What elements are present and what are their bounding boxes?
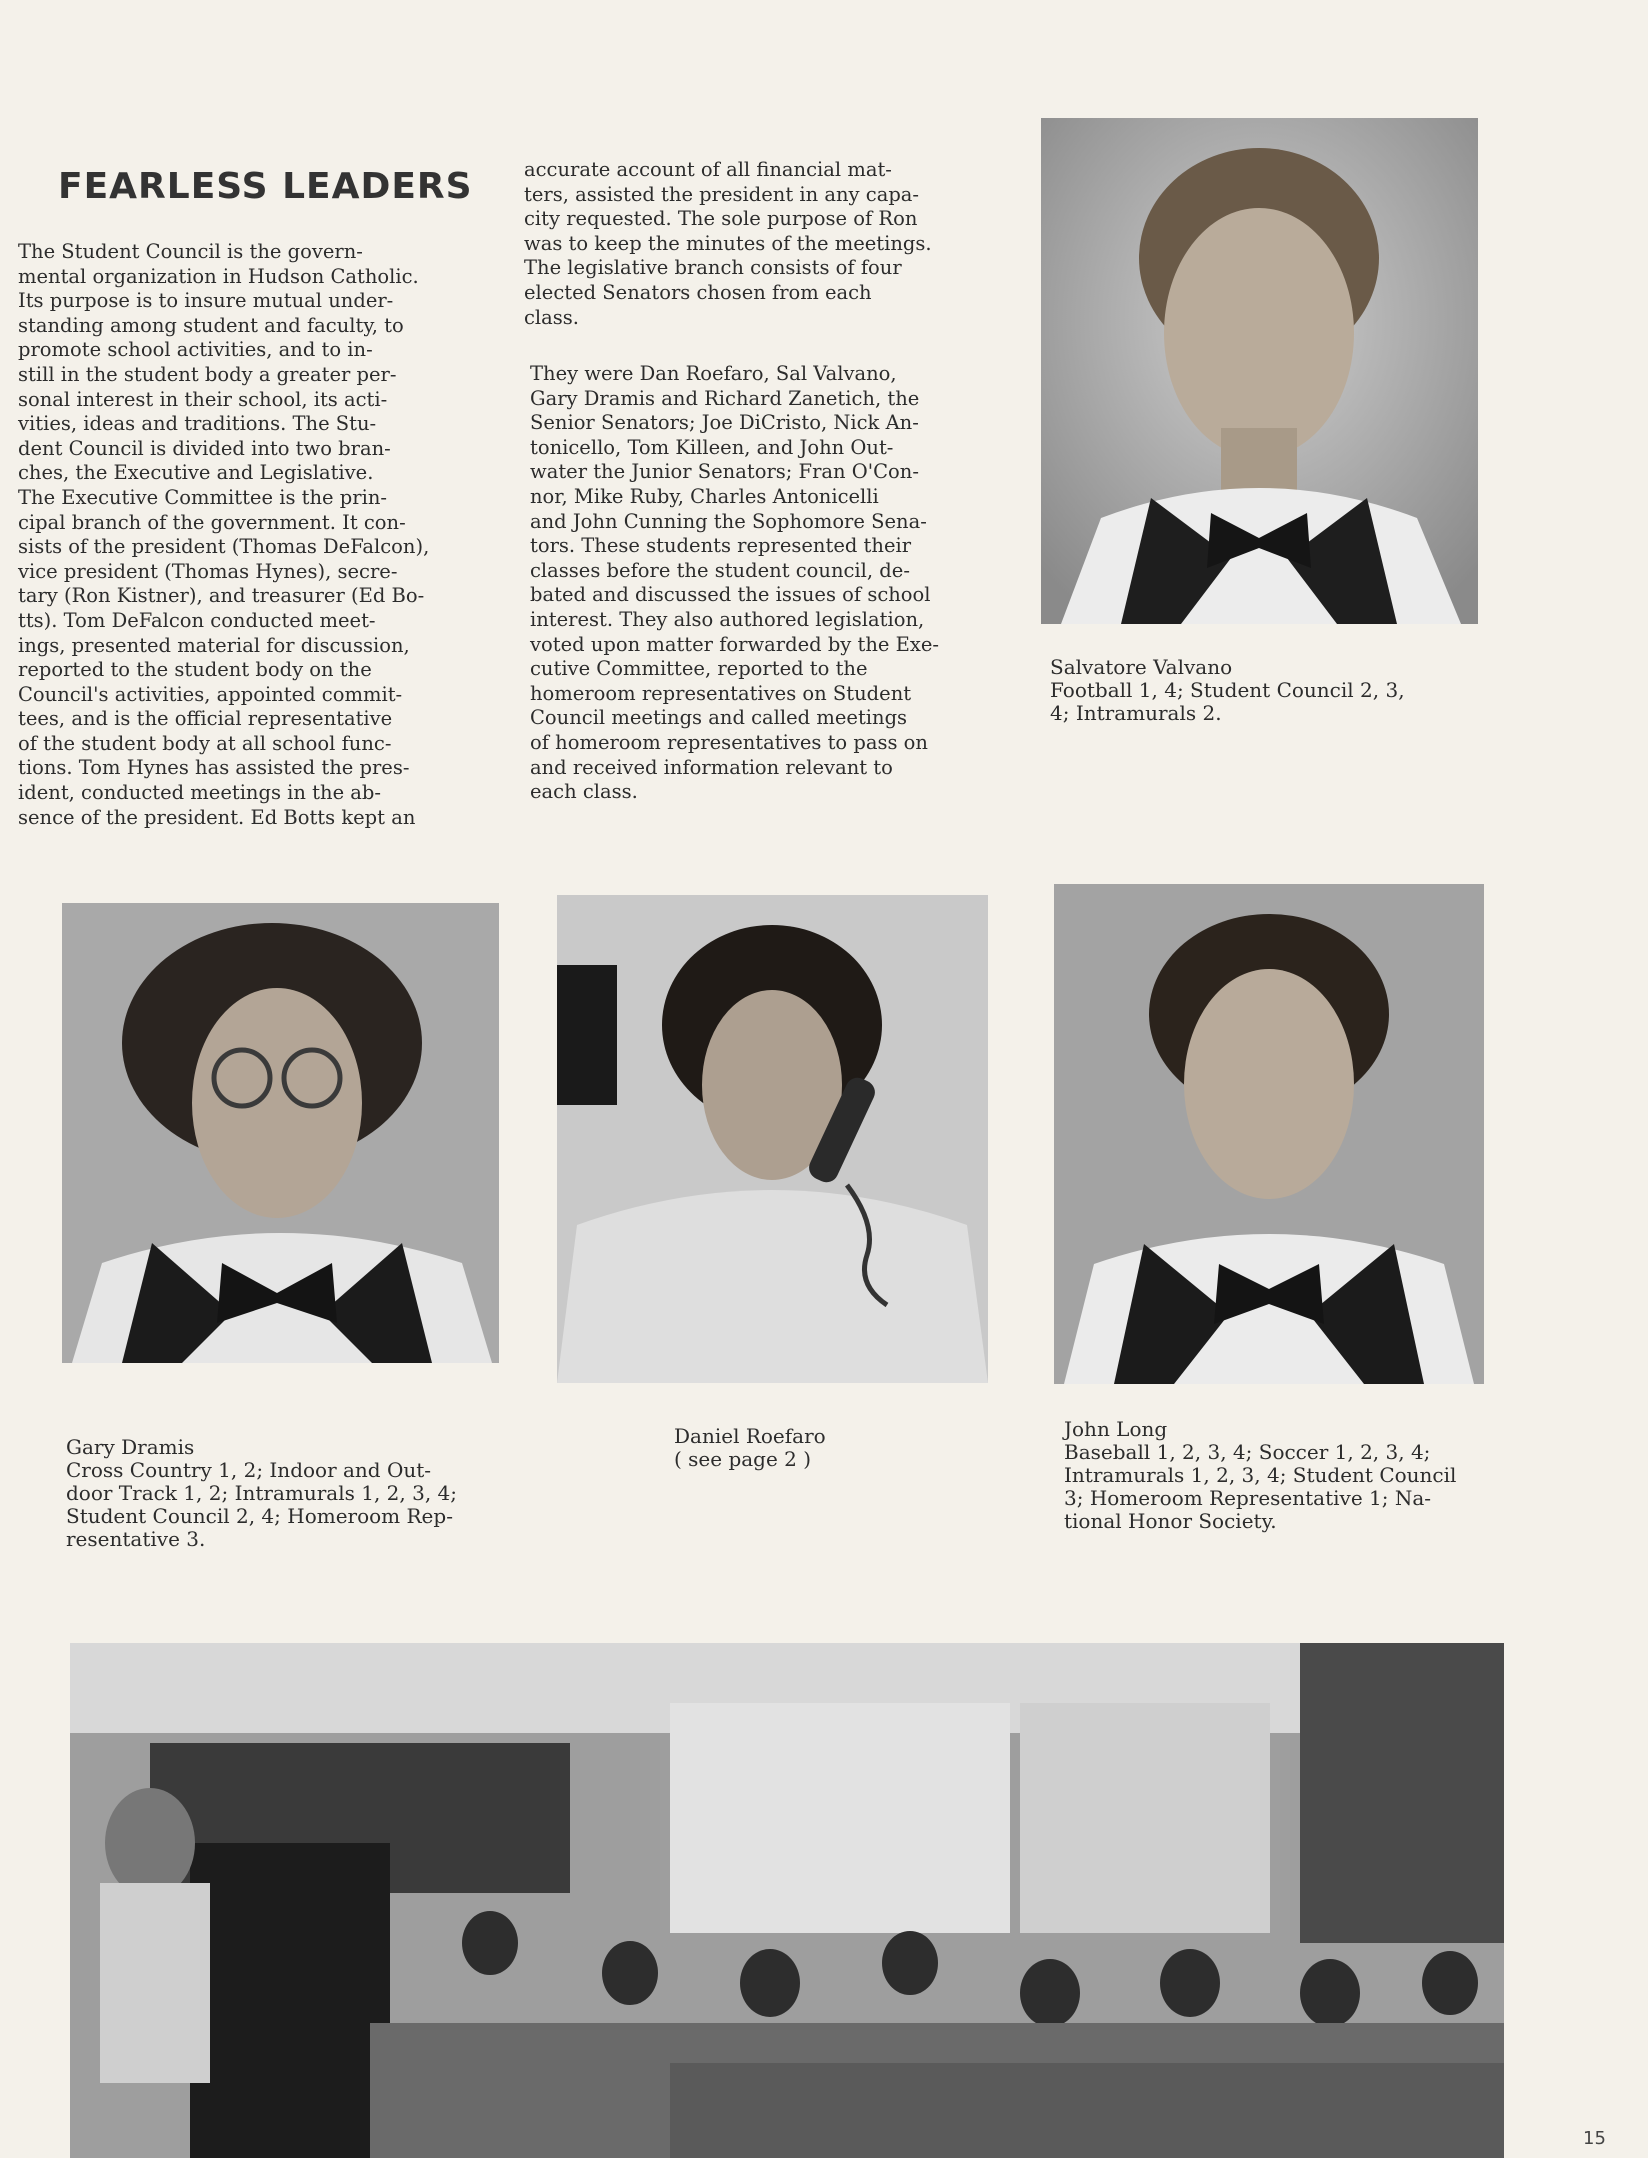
portrait-photo-dramis <box>62 903 499 1363</box>
page-heading: FEARLESS LEADERS <box>58 166 473 207</box>
portrait-photo-valvano <box>1041 118 1478 624</box>
caption-valvano: Salvatore Valvano Football 1, 4; Student Council 2, 3, 4; Intramurals 2. <box>1050 655 1405 725</box>
portrait-photo-long <box>1054 884 1484 1384</box>
article-column-2-paragraph-2: They were Dan Roefaro, Sal Valvano, Gary Dramis and Richard Zanetich, the Senior Senators; Joe DiCristo, Nick An- tonicello, Tom Killeen, and John Out- water the Junior Senators; Fran O'Con- nor, Mike Ruby, Charles Antonicelli and John Cunning the Sophomore Sena- tors. These students represented their classes before the student council, de- bated and discussed the issues of school interest. They also authored legislation, voted upon matter forwarded by the Exe- cutive Committee, reported to the homeroom representatives on Student Council meetings and called meetings of homeroom representatives to pass on and received information relevant to each class. <box>530 362 940 804</box>
candid-photo-roefaro <box>557 895 988 1383</box>
group-photo-council-meeting <box>70 1643 1504 2158</box>
caption-long: John Long Baseball 1, 2, 3, 4; Soccer 1, 2, 3, 4; Intramurals 1, 2, 3, 4; Student Council 3; Homeroom Representative 1; Na- tional Honor Society. <box>1064 1417 1457 1533</box>
page-number: 15 <box>1583 2128 1606 2149</box>
article-column-2: accurate account of all financial mat- ters, assisted the president in any capa- city requested. The sole purpose of Ron was to keep the minutes of the meetings. The legislative branch consists of four elected Senators chosen from each class. <box>524 158 932 329</box>
caption-roefaro: Daniel Roefaro ( see page 2 ) <box>674 1424 826 1471</box>
caption-dramis: Gary Dramis Cross Country 1, 2; Indoor and Out- door Track 1, 2; Intramurals 1, 2, 3, 4; Student Council 2, 4; Homeroom Rep- resentative 3. <box>66 1435 457 1551</box>
article-column-1: The Student Council is the govern- mental organization in Hudson Catholic. Its purpose is to insure mutual under- standing among student and faculty, to promote school activities, and to in- still in the student body a greater per- sonal interest in their school, its acti- vities, ideas and traditions. The Stu- dent Council is divided into two bran- ches, the Executive and Legislative. The Executive Committee is the prin- cipal branch of the government. It con- sists of the president (Thomas DeFalcon), vice president (Thomas Hynes), secre- tary (Ron Kistner), and treasurer (Ed Bo- tts). Tom DeFalcon conducted meet- ings, presented material for discussion, reported to the student body on the Council's activities, appointed commit- tees, and is the official representative of the student body at all school func- tions. Tom Hynes has assisted the pres- ident, conducted meetings in the ab- sence of the president. Ed Botts kept an <box>18 240 430 829</box>
